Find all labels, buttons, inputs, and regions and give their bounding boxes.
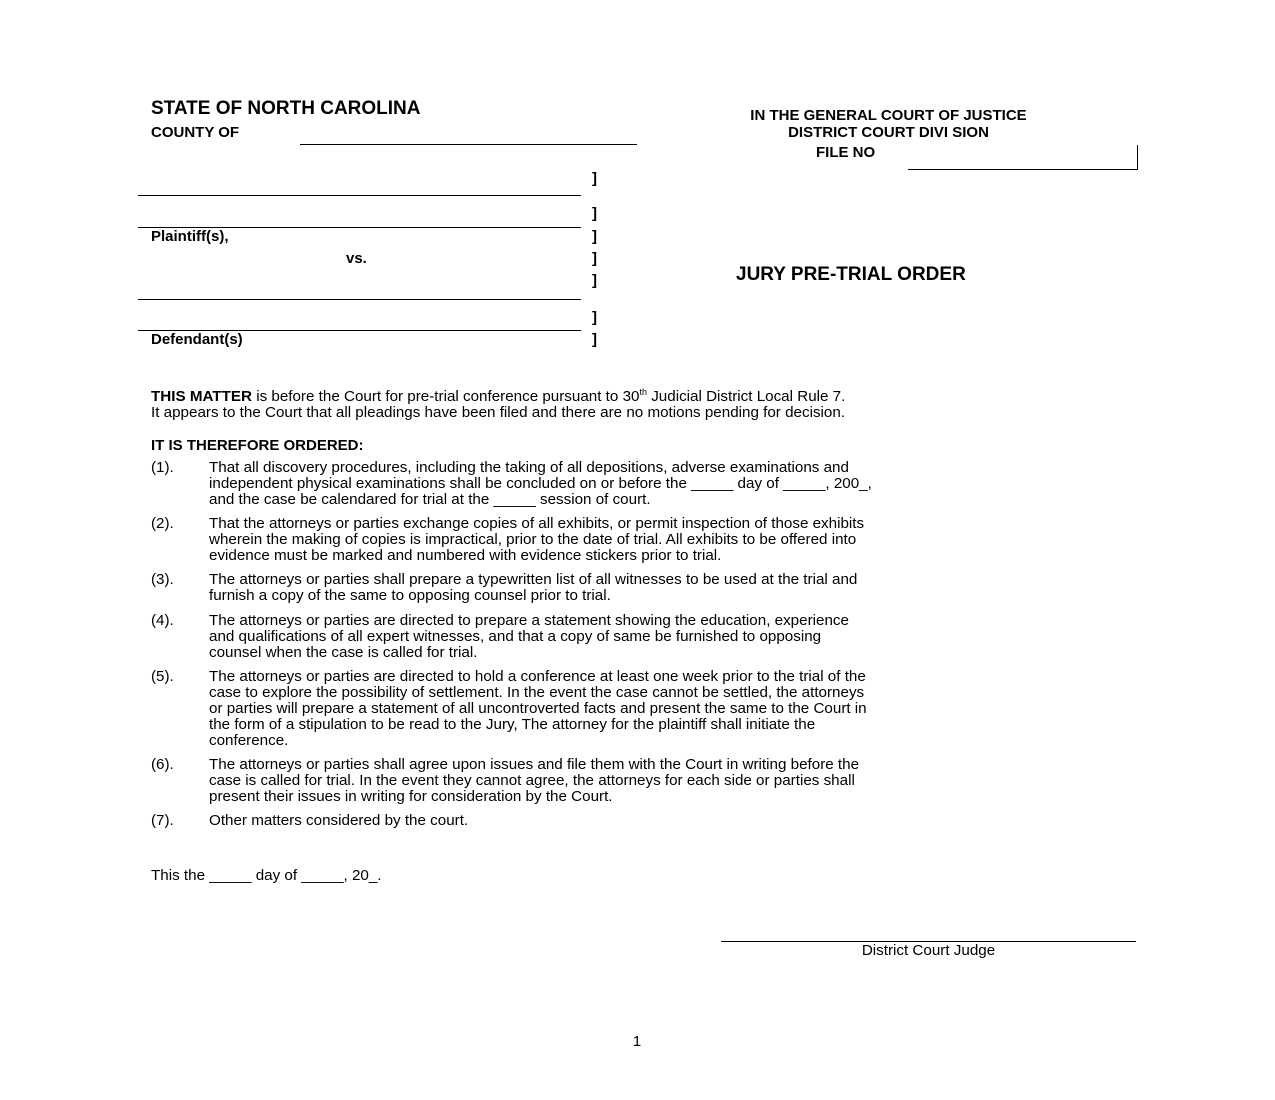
intro-text: is before the Court for pre-trial conference pursuant to 30 — [251, 388, 640, 405]
order-item-number: (7). — [151, 812, 174, 829]
order-item-number: (5). — [151, 668, 174, 685]
order-item-text: The attorneys or parties are directed to hold a conference at least one week prior to the trial of the case to explore the possibility of settlement. In the event the case cannot be settled, the attorneys or parties will prepare a statement of all uncontroverted facts and present the same to the Court in the form of a stipulation to be read to the Jury, The attorney for the plaintiff shall initiate the conference. — [209, 668, 867, 749]
intro-tail: Judicial District Local Rule 7. — [646, 388, 846, 405]
intro-line-1 — [151, 386, 1131, 405]
defendant-line-1[interactable] — [138, 299, 581, 300]
document-title: JURY PRE-TRIAL ORDER — [736, 264, 966, 285]
order-item-text: Other matters considered by the court. — [209, 812, 469, 829]
county-blank-line[interactable] — [300, 144, 637, 145]
court-line-1: IN THE GENERAL COURT OF JUSTICE — [750, 107, 1027, 124]
order-item-text: The attorneys or parties shall agree upon issues and file them with the Court in writing before the case is called for trial. In the event they cannot agree, the attorneys for each side or parties shall present their issues in writing for consideration by the Court. — [209, 756, 860, 805]
order-item-number: (4). — [151, 612, 174, 629]
order-item-number: (6). — [151, 756, 174, 773]
order-item-number: (2). — [151, 515, 174, 532]
signature-label: District Court Judge — [861, 942, 996, 959]
order-item-text: The attorneys or parties are directed to prepare a statement showing the education, experience and qualifications of all expert witnesses, and that a copy of same be furnished to opposing counsel when the case is called for trial. — [209, 612, 849, 661]
order-item-text: The attorneys or parties shall prepare a typewritten list of all witnesses to be used at the trial and furnish a copy of the same to opposing counsel prior to trial. — [209, 571, 858, 604]
caption-bracket: ] — [592, 250, 597, 267]
caption-bracket: ] — [592, 228, 597, 245]
caption-bracket: ] — [592, 309, 597, 326]
order-item-number: (3). — [151, 571, 174, 588]
caption-bracket: ] — [592, 272, 597, 289]
file-no-label: FILE NO — [816, 144, 876, 161]
caption-bracket: ] — [592, 205, 597, 222]
date-line: This the _____ day of _____, 20_. — [151, 867, 382, 884]
state-title: STATE OF NORTH CAROLINA — [151, 98, 421, 119]
plaintiff-label: Plaintiff(s), — [151, 228, 229, 245]
defendant-label: Defendant(s) — [151, 331, 243, 348]
plaintiff-line-1[interactable] — [138, 195, 581, 196]
caption-bracket: ] — [592, 170, 597, 187]
order-item-number: (1). — [151, 459, 174, 476]
intro-lead: THIS MATTER — [151, 388, 252, 405]
county-label: COUNTY OF — [151, 124, 240, 141]
ordered-heading: IT IS THEREFORE ORDERED: — [151, 437, 364, 454]
order-item-text: That the attorneys or parties exchange copies of all exhibits, or permit inspection of those exhibits wherein the making of copies is impractical, prior to the date of trial. All exhibits to be offered into evidence must be marked and numbered with evidence stickers prior to trial. — [209, 515, 865, 564]
vs-label: vs. — [346, 250, 367, 267]
intro-line-2: It appears to the Court that all pleadings have been filed and there are no motions pending for decision. — [151, 404, 846, 421]
page-number: 1 — [632, 1033, 642, 1050]
intro-superscript: th — [639, 386, 647, 397]
file-no-box-edge — [1137, 145, 1138, 170]
caption-bracket: ] — [592, 331, 597, 348]
court-line-2: DISTRICT COURT DIVI SION — [788, 124, 989, 141]
order-item-text: That all discovery procedures, including the taking of all depositions, adverse examinations and independent physical examinations shall be concluded on or before the _____ day of _____, 200_, and the case be calendared for trial at the _____ session of court. — [209, 459, 872, 508]
file-no-blank-line[interactable] — [908, 169, 1137, 170]
